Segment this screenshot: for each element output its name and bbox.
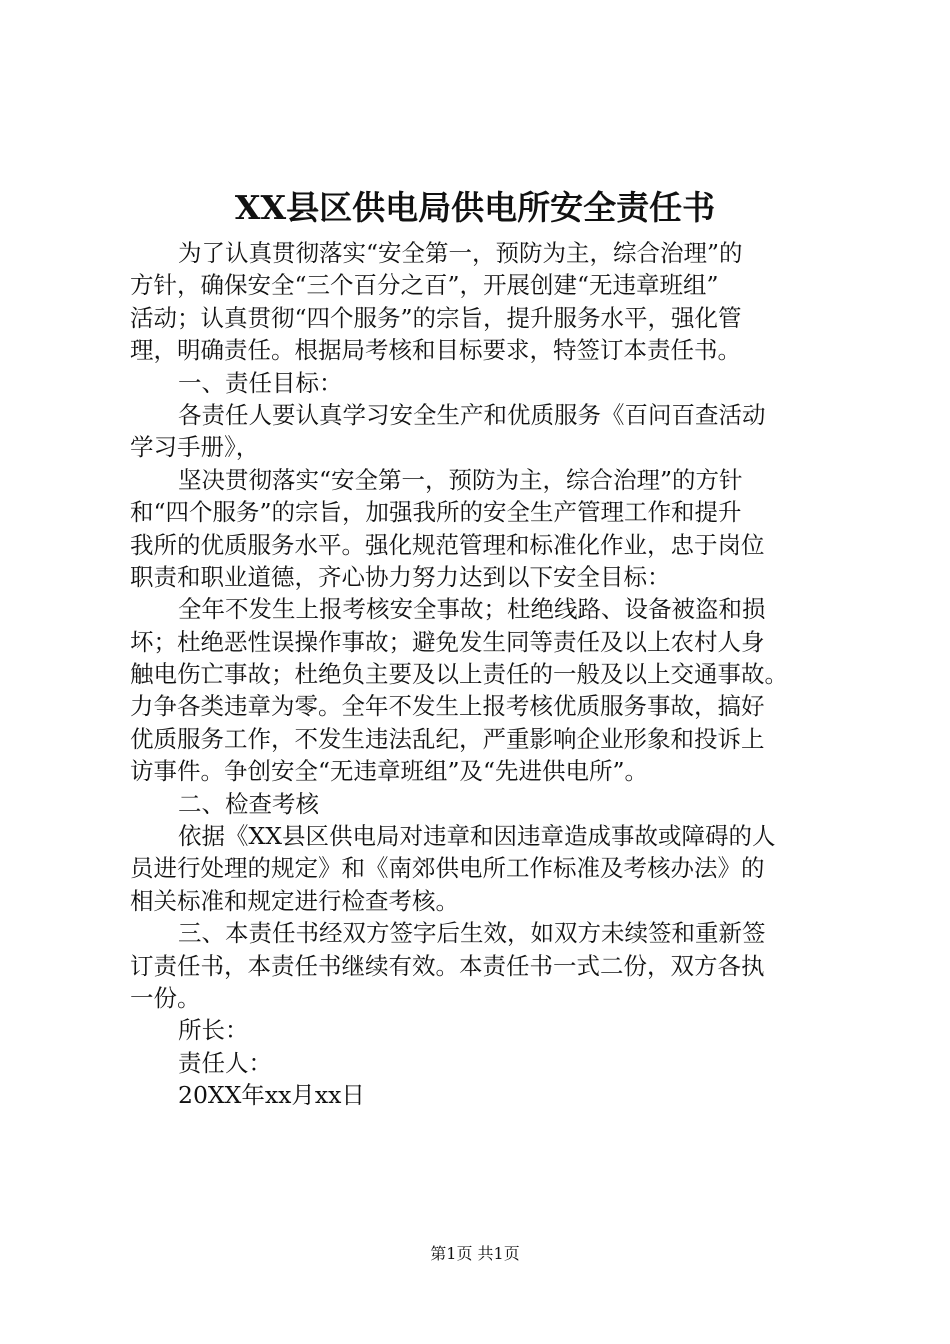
text-line: 一、责任目标： bbox=[178, 368, 343, 397]
page-footer: 第1页 共1页 bbox=[430, 1244, 520, 1263]
text-line: 触电伤亡事故；杜绝负主要及以上责任的一般及以上交通事故。 bbox=[130, 660, 788, 689]
text-line: 二、检查考核 bbox=[178, 789, 319, 818]
text-line: 方针，确保安全“三个百分之百”，开展创建“无违章班组” bbox=[130, 271, 719, 300]
document-body bbox=[130, 237, 830, 1112]
text-line: 为了认真贯彻落实“安全第一，预防为主，综合治理”的 bbox=[178, 239, 743, 267]
text-line: 坚决贯彻落实“安全第一，预防为主，综合治理”的方针 bbox=[178, 465, 743, 494]
text-line: 我所的优质服务水平。强化规范管理和标准化作业，忠于岗位 bbox=[130, 530, 765, 559]
text-line: 所长： bbox=[178, 1016, 249, 1045]
text-line: 各责任人要认真学习安全生产和优质服务《百问百查活动 bbox=[178, 400, 766, 429]
text-line: 相关标准和规定进行检查考核。 bbox=[130, 886, 459, 915]
text-line: 责任人： bbox=[178, 1048, 272, 1077]
text-line: 理，明确责任。根据局考核和目标要求，特签订本责任书。 bbox=[130, 336, 741, 365]
text-line: 20XX年xx月xx日 bbox=[178, 1081, 365, 1110]
text-line: 优质服务工作，不发生违法乱纪，严重影响企业形象和投诉上 bbox=[130, 724, 765, 753]
document-title: XX县区供电局供电所安全责任书 bbox=[234, 188, 716, 227]
text-line: 和“四个服务”的宗旨，加强我所的安全生产管理工作和提升 bbox=[130, 498, 742, 527]
text-line: 员进行处理的规定》和《南郊供电所工作标准及考核办法》的 bbox=[130, 854, 765, 883]
text-line: 全年不发生上报考核安全事故；杜绝线路、设备被盗和损 bbox=[178, 595, 766, 624]
text-line: 访事件。争创安全“无违章班组”及“先进供电所”。 bbox=[130, 757, 649, 786]
text-line: 学习手册》， bbox=[130, 433, 260, 462]
text-line: 依据《XX县区供电局对违章和因违章造成事故或障碍的人 bbox=[178, 822, 776, 851]
text-line: 职责和职业道德，齐心协力努力达到以下安全目标： bbox=[130, 562, 671, 591]
text-line: 订责任书，本责任书继续有效。本责任书一式二份，双方各执 bbox=[130, 951, 765, 980]
text-line: 三、本责任书经双方签字后生效，如双方未续签和重新签 bbox=[178, 919, 766, 948]
text-line: 力争各类违章为零。全年不发生上报考核优质服务事故，搞好 bbox=[130, 692, 765, 721]
text-line: 一份。 bbox=[130, 983, 201, 1012]
text-line: 活动；认真贯彻“四个服务”的宗旨，提升服务水平，强化管 bbox=[130, 303, 742, 332]
text-line: 坏；杜绝恶性误操作事故；避免发生同等责任及以上农村人身 bbox=[130, 627, 765, 656]
